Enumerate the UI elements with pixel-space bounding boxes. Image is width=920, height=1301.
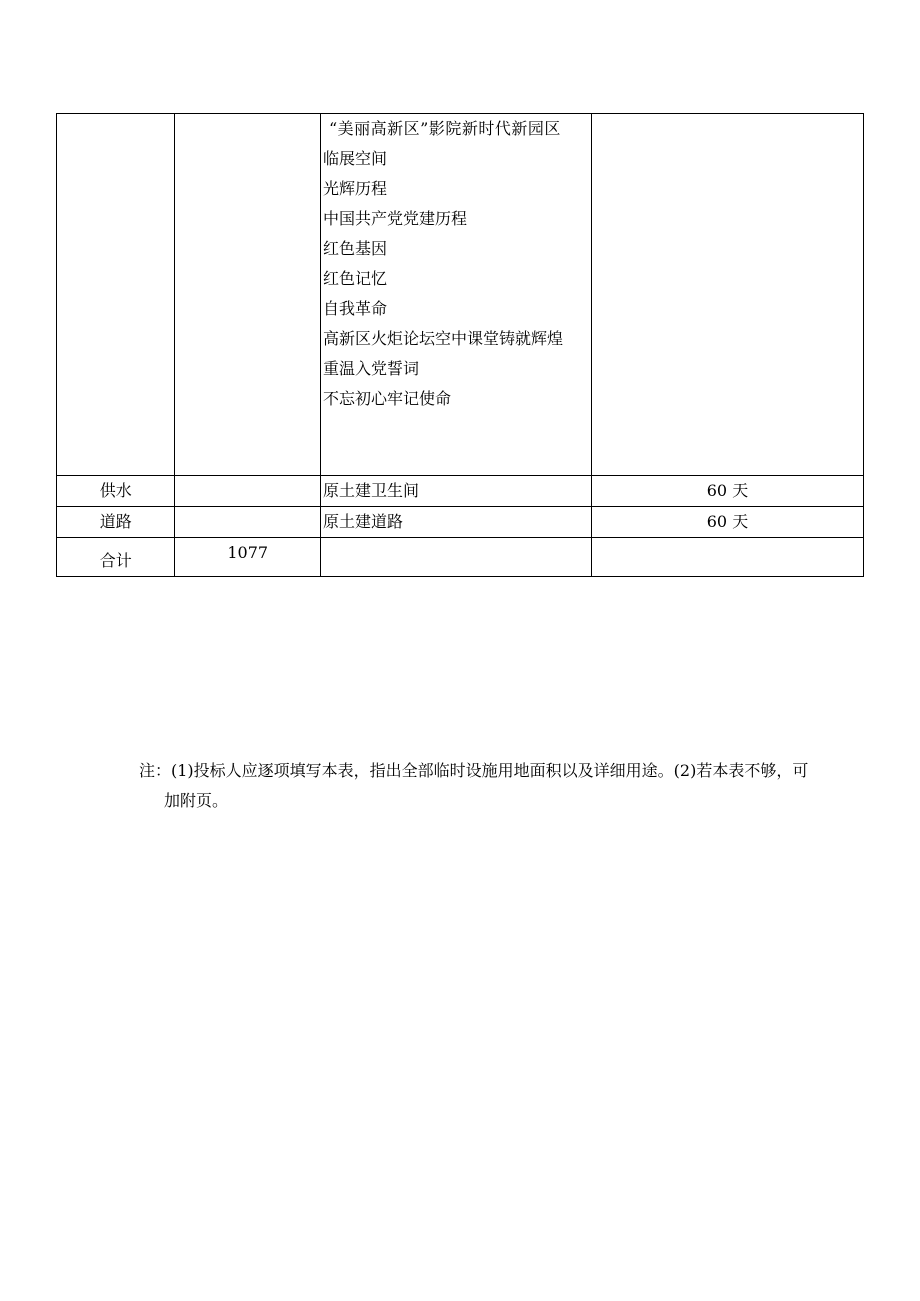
purpose-cell (320, 538, 591, 577)
list-item: 临展空间 (322, 149, 387, 168)
total-row (57, 538, 864, 577)
purpose-list (321, 114, 591, 414)
list-item: 重温入党誓词 (322, 359, 419, 378)
table-note (139, 756, 864, 816)
total-label-cell: 合计 (57, 538, 175, 577)
list-item: 红色记忆 (322, 269, 387, 288)
area-cell (175, 507, 321, 538)
list-item: 中国共产党党建历程 (322, 209, 467, 228)
table-row (57, 476, 864, 507)
facility-name-cell (57, 114, 175, 476)
duration-cell (591, 114, 863, 476)
list-item: “美丽高新区”影院新时代新园区 (328, 119, 561, 138)
table-row (57, 114, 864, 476)
total-area-cell: 1077 (175, 538, 321, 577)
table-row (57, 507, 864, 538)
area-cell (175, 114, 321, 476)
area-cell (175, 476, 321, 507)
purpose-cell: 原土建卫生间 (320, 476, 591, 507)
duration-cell: 60 天 (591, 476, 863, 507)
note-line: 注：(1)投标人应逐项填写本表，指出全部临时设施用地面积以及详细用途。(2)若本表不够，可 (139, 761, 809, 780)
list-item: 高新区火炬论坛空中课堂铸就辉煌 (322, 329, 563, 348)
duration-cell (591, 538, 863, 577)
temporary-facilities-table (56, 113, 864, 577)
duration-cell: 60 天 (591, 507, 863, 538)
list-item: 不忘初心牢记使命 (322, 389, 451, 408)
purpose-cell: 原土建道路 (320, 507, 591, 538)
purpose-list-cell (320, 114, 591, 476)
list-item: 光辉历程 (322, 179, 387, 198)
facility-name-cell: 道路 (57, 507, 175, 538)
list-item: 自我革命 (322, 299, 387, 318)
facility-name-cell: 供水 (57, 476, 175, 507)
note-line: 加附页。 (164, 791, 229, 810)
list-item: 红色基因 (322, 239, 387, 258)
